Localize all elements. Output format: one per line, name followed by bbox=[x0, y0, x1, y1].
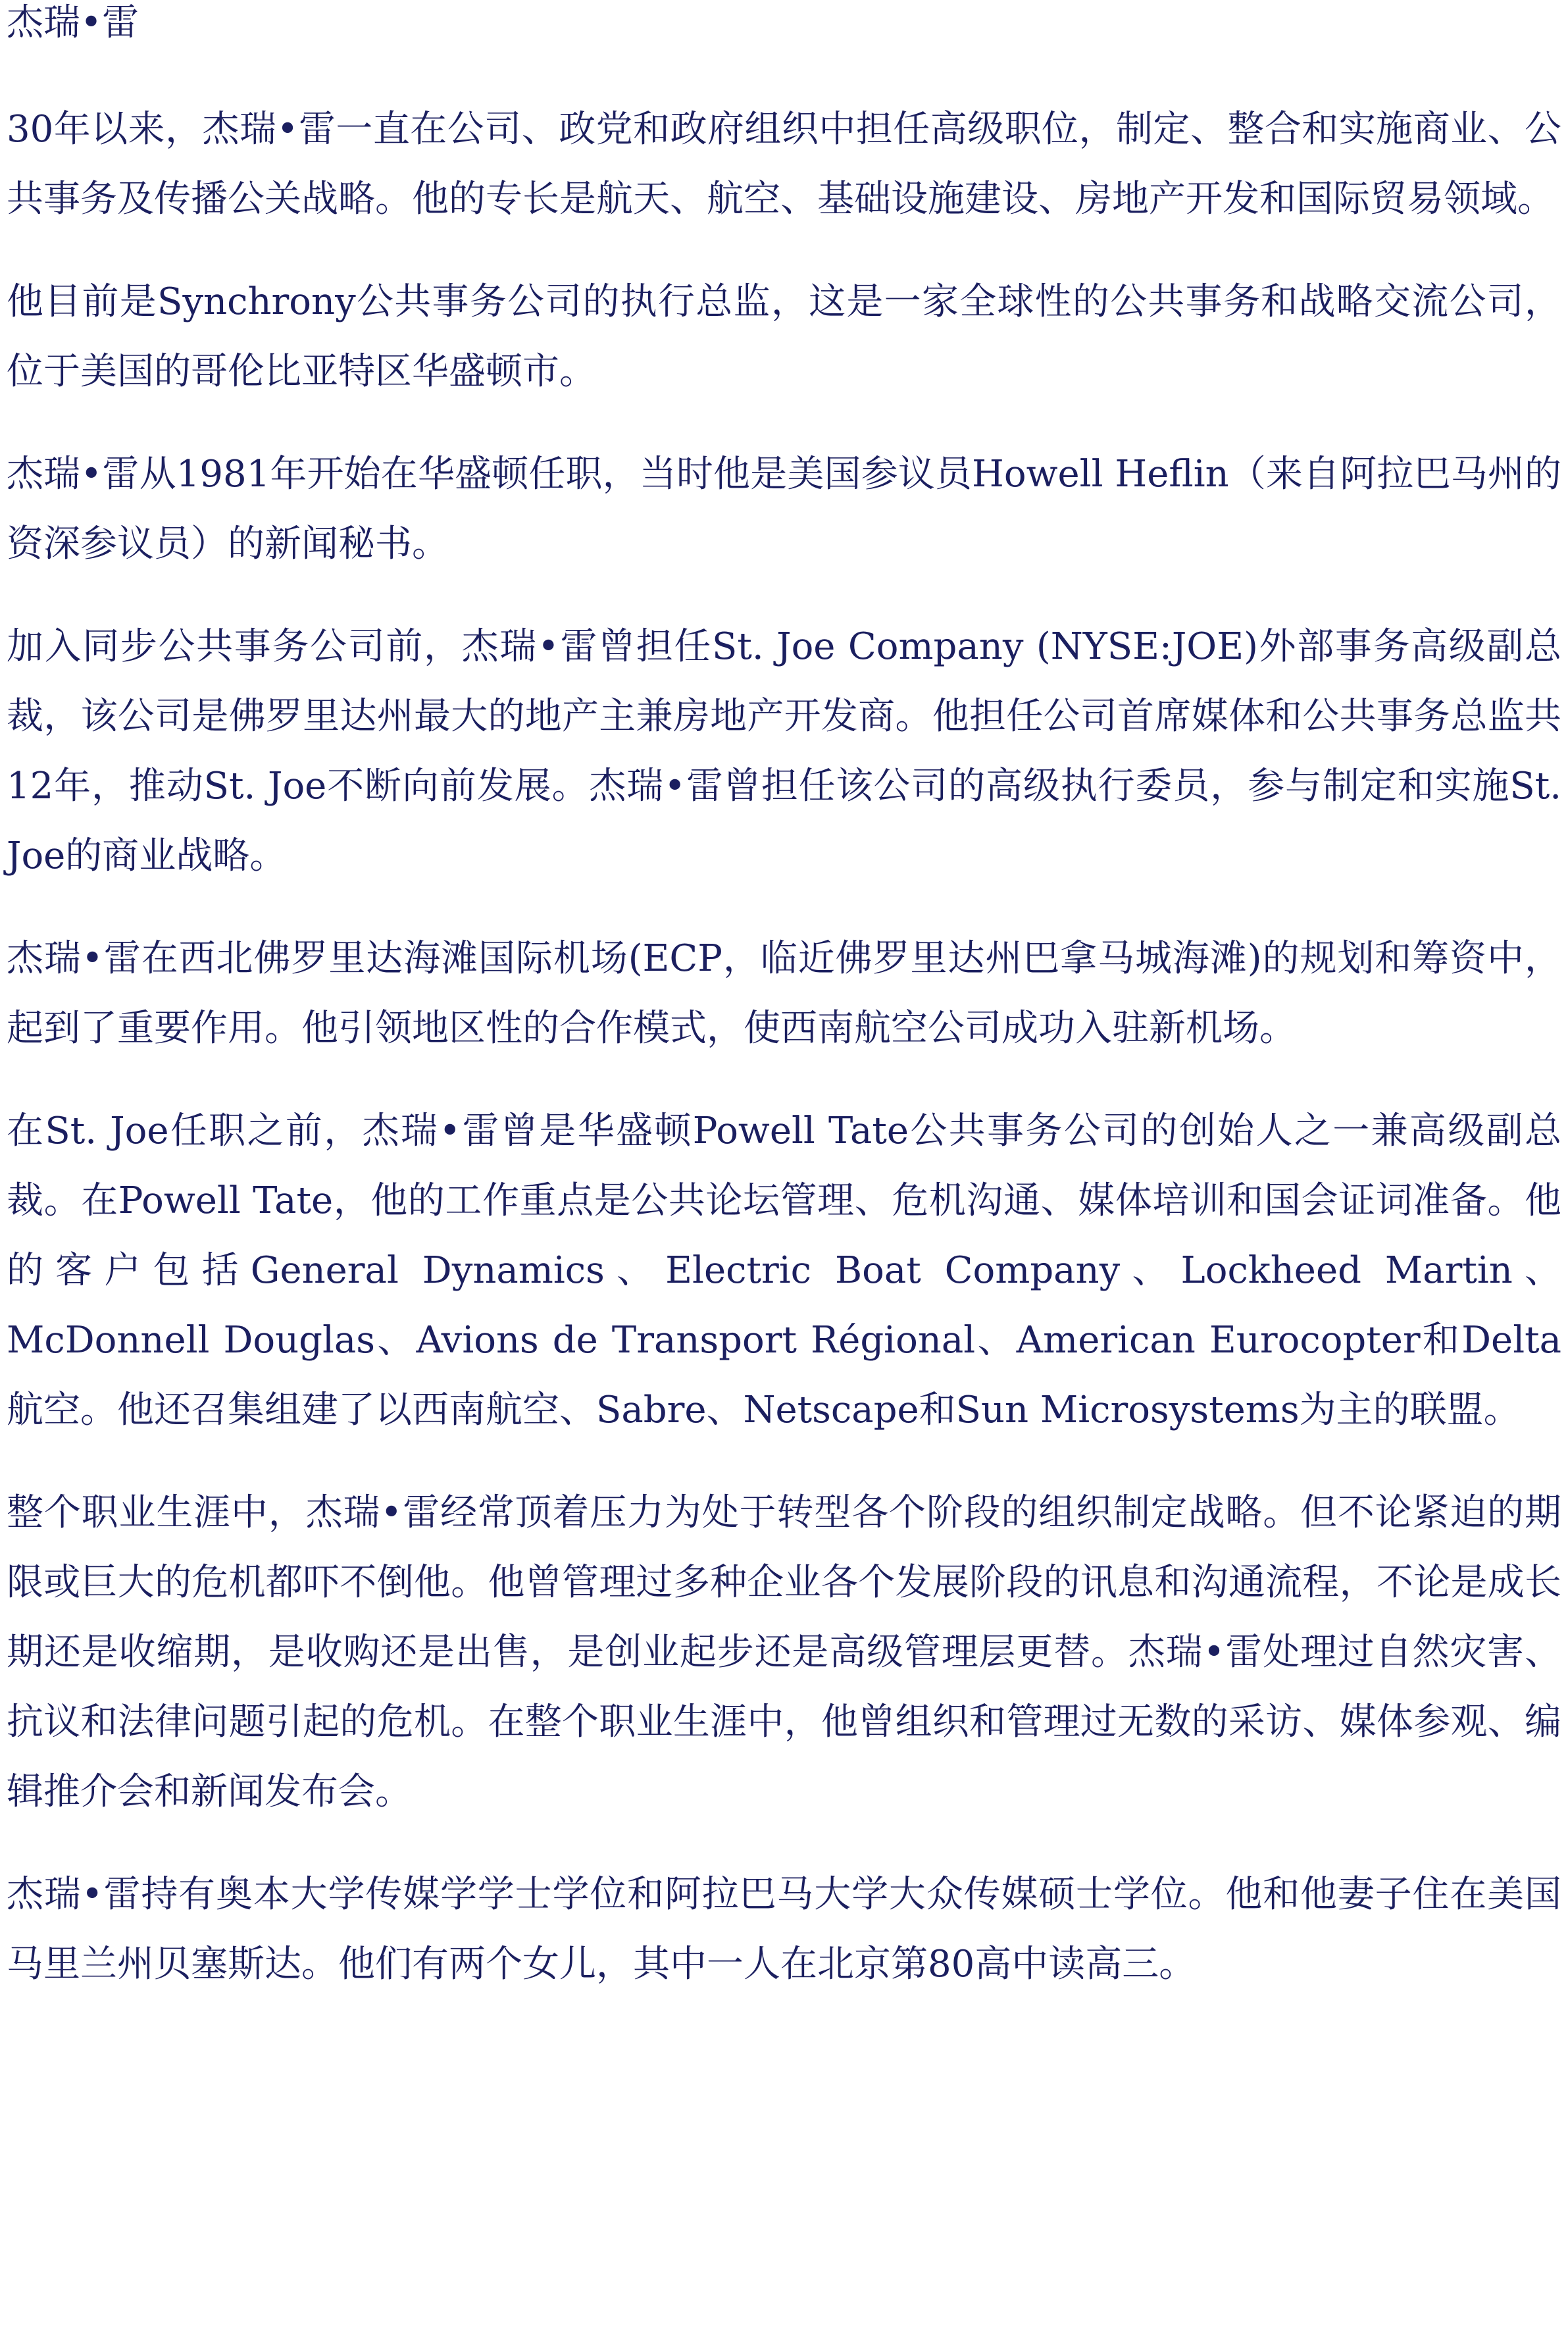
paragraph-st-joe: 加入同步公共事务公司前，杰瑞•雷曾担任St. Joe Company (NYSE:JOE)外部事务高级副总裁，该公司是佛罗里达州最大的地产主兼房地产开发商。他担任公司首席媒体和公共事务总监共12年，推动St. Joe不断向前发展。杰瑞•雷曾担任该公司的高级执行委员，参与制定和实施St. Joe的商业战略。 bbox=[7, 625, 1561, 877]
paragraph-airport: 杰瑞•雷在西北佛罗里达海滩国际机场(ECP，临近佛罗里达州巴拿马城海滩)的规划和筹资中，起到了重要作用。他引领地区性的合作模式，使西南航空公司成功入驻新机场。 bbox=[7, 937, 1561, 1050]
paragraph-current-role: 他目前是Synchrony公共事务公司的执行总监，这是一家全球性的公共事务和战略交流公司，位于美国的哥伦比亚特区华盛顿市。 bbox=[7, 280, 1561, 393]
paragraph-strategy: 整个职业生涯中，杰瑞•雷经常顶着压力为处于转型各个阶段的组织制定战略。但不论紧迫的期限或巨大的危机都吓不倒他。他曾管理过多种企业各个发展阶段的讯息和沟通流程，不论是成长期还是收缩期，是收购还是出售，是创业起步还是高级管理层更替。杰瑞•雷处理过自然灾害、抗议和法律问题引起的危机。在整个职业生涯中，他曾组织和管理过无数的采访、媒体参观、编辑推介会和新闻发布会。 bbox=[7, 1491, 1561, 1813]
paragraph-education-family: 杰瑞•雷持有奥本大学传媒学学士学位和阿拉巴马大学大众传媒硕士学位。他和他妻子住在美国马里兰州贝塞斯达。他们有两个女儿，其中一人在北京第80高中读高三。 bbox=[7, 1873, 1561, 1986]
document-title: 杰瑞•雷 bbox=[7, 1, 139, 44]
paragraph-senate-role: 杰瑞•雷从1981年开始在华盛顿任职，当时他是美国参议员Howell Heflin（来自阿拉巴马州的资深参议员）的新闻秘书。 bbox=[7, 453, 1561, 565]
paragraph-powell-tate: 在St. Joe任职之前，杰瑞•雷曾是华盛顿Powell Tate公共事务公司的创始人之一兼高级副总裁。在Powell Tate，他的工作重点是公共论坛管理、危机沟通、媒体培训和国会证词准备。他的客户包括General Dynamics、Electric Boat Company、Lockheed Martin、McDonnell Douglas、Avions de Transport Régional、American Eurocopter和Delta 航空。他还召集组建了以西南航空、Sabre、Netscape和Sun Microsystems为主的联盟。 bbox=[7, 1110, 1561, 1431]
paragraph-career-overview: 30年以来，杰瑞•雷一直在公司、政党和政府组织中担任高级职位，制定、整合和实施商业、公共事务及传播公关战略。他的专长是航天、航空、基础设施建设、房地产开发和国际贸易领域。 bbox=[7, 108, 1561, 220]
